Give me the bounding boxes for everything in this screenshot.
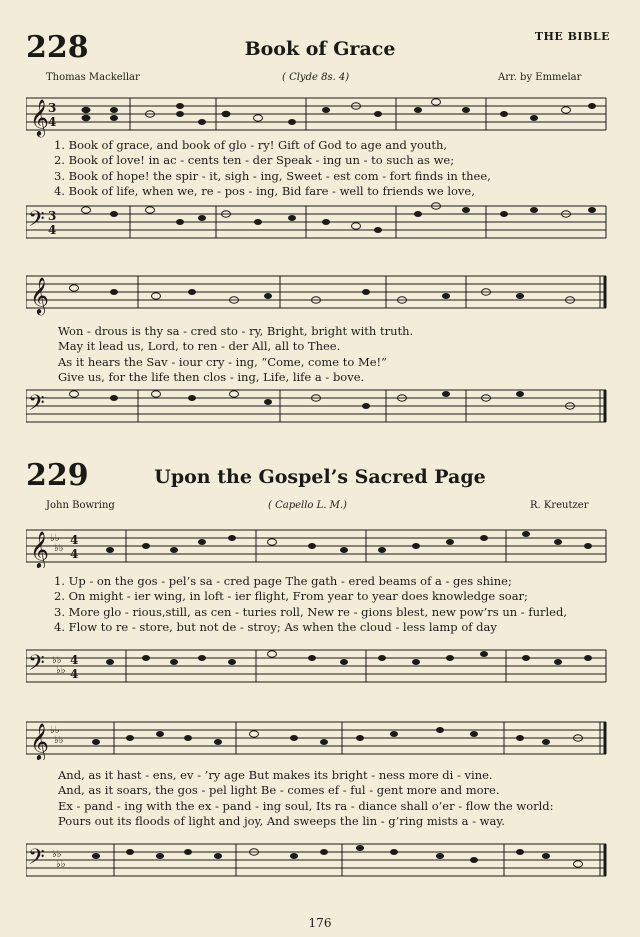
hymn-tune-228: ( Clyde 8s. 4) bbox=[282, 72, 350, 83]
svg-text:𝄢: 𝄢 bbox=[28, 651, 45, 681]
lyric-line: Won - drous is thy sa - cred sto - ry, Bright, bright with truth. bbox=[58, 324, 414, 338]
music-staff-treble bbox=[26, 520, 610, 568]
hymn-author-228: Thomas Mackellar bbox=[46, 72, 140, 83]
svg-text:♭♭: ♭♭ bbox=[56, 665, 66, 676]
svg-text:𝄞: 𝄞 bbox=[30, 722, 49, 760]
lyric-line: 2. Book of love! in ac - cents ten - der Speak - ing un - to such as we; bbox=[54, 153, 455, 168]
svg-text:4: 4 bbox=[70, 533, 79, 547]
hymn-arranger-228: Arr. by Emmelar bbox=[498, 72, 582, 83]
svg-text:♭♭: ♭♭ bbox=[52, 655, 62, 666]
lyric-line: 4. Book of life, when we, re - pos - ing, Bid fare - well to friends we love, bbox=[54, 184, 475, 199]
page-number: 176 bbox=[308, 916, 332, 930]
svg-text:♭♭: ♭♭ bbox=[54, 543, 64, 554]
svg-text:𝄢: 𝄢 bbox=[28, 391, 45, 421]
lyric-line: Pours out its floods of light and joy, And sweeps the lin - g’ring mists a - way. bbox=[58, 814, 505, 829]
music-staff-bass bbox=[26, 640, 610, 688]
hymn-title-229: Upon the Gospel’s Sacred Page bbox=[154, 466, 486, 488]
svg-text:♭♭: ♭♭ bbox=[54, 735, 64, 746]
verse-block-228-a bbox=[54, 138, 594, 200]
hymn-arranger-229: R. Kreutzer bbox=[530, 500, 589, 511]
svg-text:4: 4 bbox=[48, 223, 57, 237]
svg-text:4: 4 bbox=[48, 115, 57, 129]
hymn-number-229: 229 bbox=[26, 458, 89, 493]
lyric-line: 1. Book of grace, and book of glo - ry! Gift of God to age and youth, bbox=[54, 138, 448, 152]
music-staff-treble bbox=[26, 92, 610, 138]
svg-text:3: 3 bbox=[48, 209, 57, 223]
section-heading: THE BIBLE bbox=[534, 30, 610, 43]
svg-text:♭♭: ♭♭ bbox=[56, 859, 66, 870]
lyric-line: And, as it hast - ens, ev - ’ry age But makes its bright - ness more di - vine. bbox=[58, 768, 493, 782]
verse-block-229-b bbox=[58, 768, 598, 830]
lyric-line: 3. More glo - rious,still, as cen - turies roll, New re - gions blest, new pow’rs un - furled, bbox=[54, 604, 567, 619]
music-staff-treble bbox=[26, 270, 610, 316]
music-staff-bass bbox=[26, 384, 610, 430]
lyric-line: As it hears the Sav - iour cry - ing, “Come, come to Me!” bbox=[58, 354, 388, 369]
svg-text:𝄢: 𝄢 bbox=[28, 845, 45, 875]
hymn-tune-229: ( Capello L. M.) bbox=[268, 500, 347, 511]
svg-text:♭♭: ♭♭ bbox=[52, 849, 62, 860]
svg-text:4: 4 bbox=[70, 547, 79, 561]
lyric-line: 2. On might - ier wing, in loft - ier flight, From year to year does knowledge soar; bbox=[54, 589, 528, 604]
svg-text:𝄞: 𝄞 bbox=[30, 530, 49, 568]
verse-block-228-b bbox=[58, 324, 598, 386]
svg-text:4: 4 bbox=[70, 667, 79, 681]
svg-text:4: 4 bbox=[70, 653, 79, 667]
lyric-line: Ex - pand - ing with the ex - pand - ing soul, Its ra - diance shall o’er - flow the world: bbox=[58, 798, 554, 813]
svg-text:♭♭: ♭♭ bbox=[50, 725, 60, 736]
lyric-line: 3. Book of hope! the spir - it, sigh - ing, Sweet - est com - fort finds in thee, bbox=[54, 168, 491, 183]
lyric-line: 1. Up - on the gos - pel’s sa - cred page The gath - ered beams of a - ges shine; bbox=[54, 574, 512, 588]
svg-text:𝄞: 𝄞 bbox=[30, 98, 49, 136]
svg-text:♭♭: ♭♭ bbox=[50, 533, 60, 544]
svg-text:𝄞: 𝄞 bbox=[30, 276, 49, 314]
music-staff-bass bbox=[26, 834, 610, 882]
svg-text:3: 3 bbox=[48, 101, 57, 115]
music-staff-treble bbox=[26, 712, 610, 760]
music-staff-bass bbox=[26, 200, 610, 246]
lyric-line: May it lead us, Lord, to ren - der All, all to Thee. bbox=[58, 339, 341, 354]
hymn-number-228: 228 bbox=[26, 30, 89, 65]
lyric-line: And, as it soars, the gos - pel light Be - comes ef - ful - gent more and more. bbox=[58, 783, 500, 798]
hymn-author-229: John Bowring bbox=[46, 500, 115, 511]
verse-block-229-a bbox=[54, 574, 594, 636]
svg-text:𝄢: 𝄢 bbox=[28, 207, 45, 237]
lyric-line: Give us, for the life then clos - ing, Life, life a - bove. bbox=[58, 370, 365, 385]
hymn-title-228: Book of Grace bbox=[244, 38, 396, 60]
lyric-line: 4. Flow to re - store, but not de - stroy; As when the cloud - less lamp of day bbox=[54, 620, 497, 635]
